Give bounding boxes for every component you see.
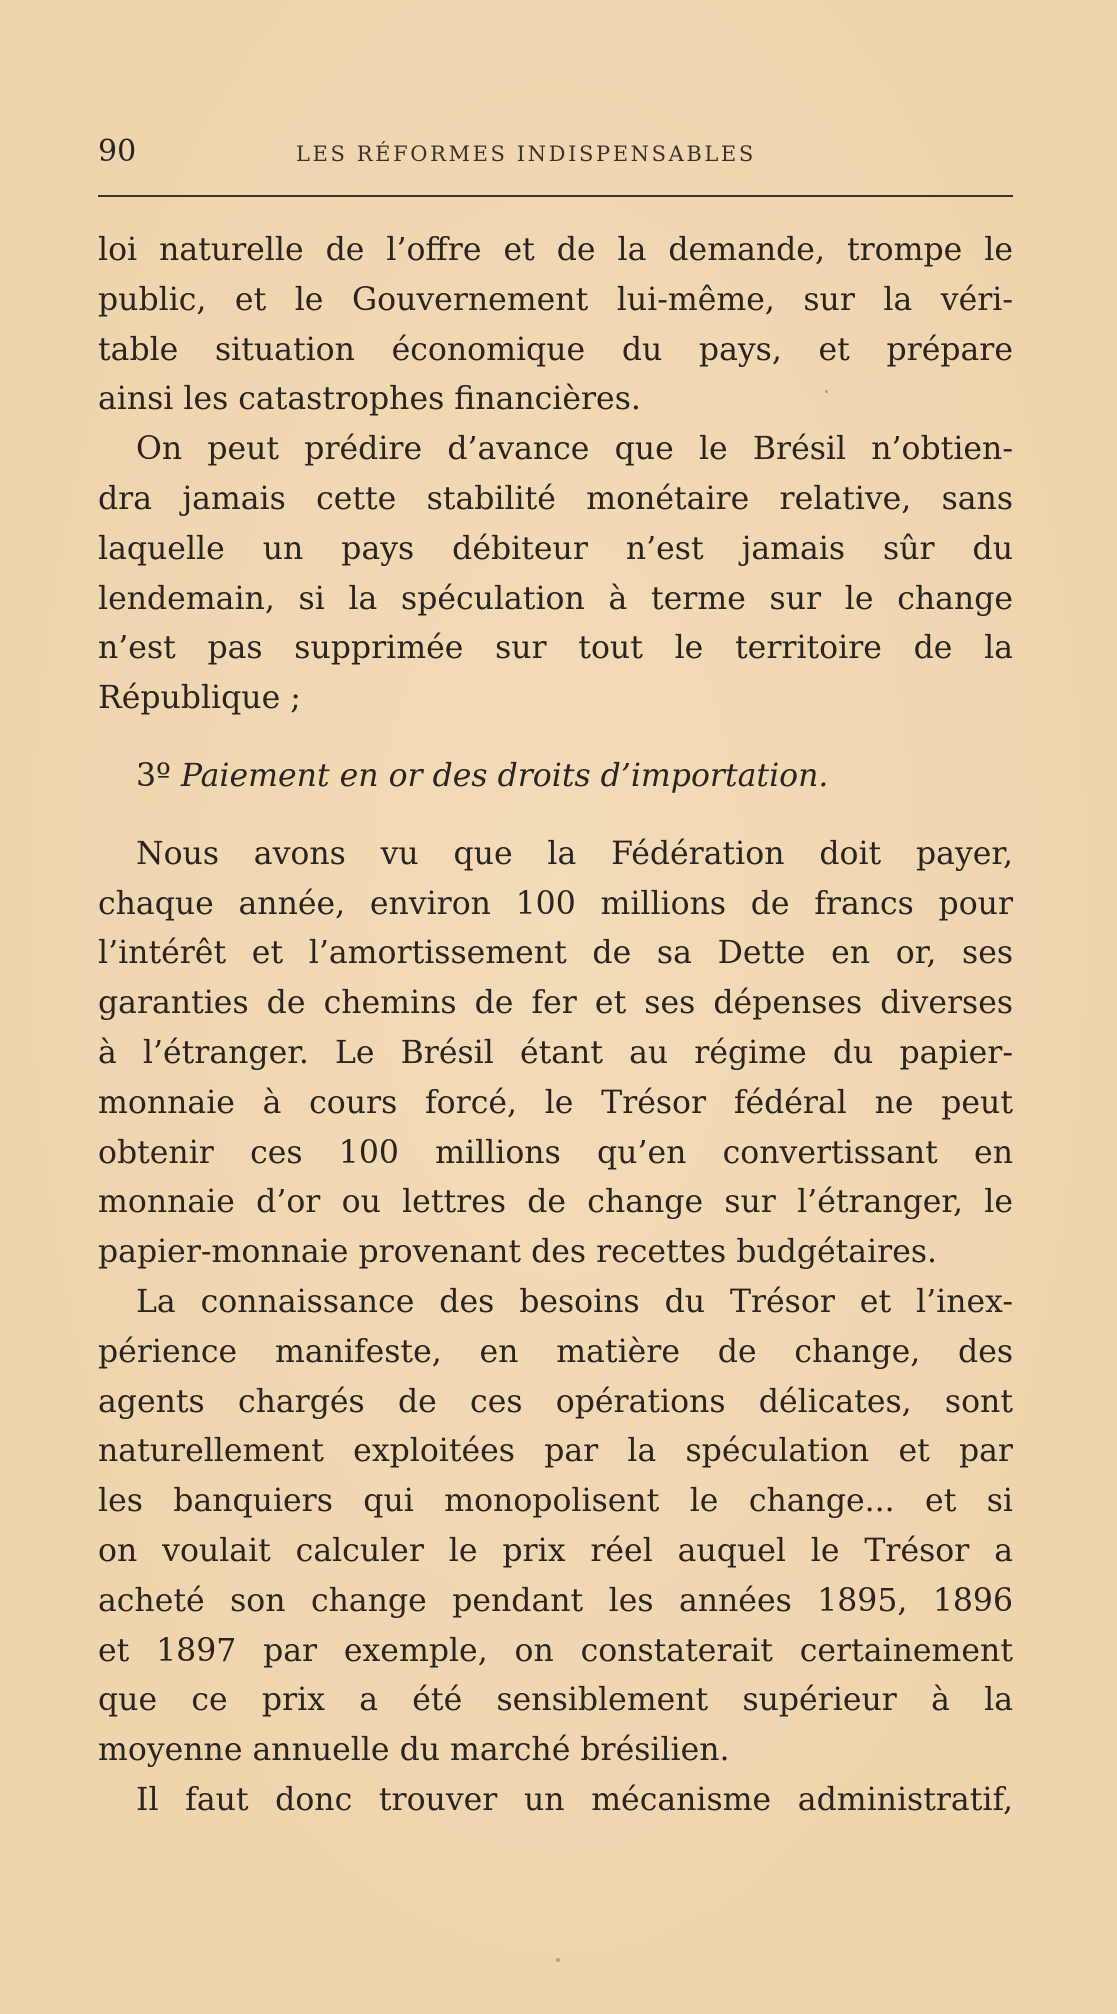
text-line: loi naturelle de l’offre et de la demande, trompe le [98,232,1013,268]
text-line: acheté son change pendant les années 1895, 1896 [98,1582,1013,1619]
page-number: 90 [98,134,137,169]
text-line: obtenir ces 100 millions qu’en convertissant en [98,1134,1013,1171]
text-line: lendemain, si la spéculation à terme sur le change [98,580,1013,617]
paragraph-3 [98,830,1013,1278]
text-line: Il faut donc trouver un mécanisme administratif, [136,1781,1013,1818]
text-line: Nous avons vu que la Fédération doit payer, [136,835,1013,872]
text-line: et 1897 par exemple, on constaterait certainement [98,1632,1013,1669]
text-line: naturellement exploitées par la spéculation et par [98,1433,1013,1470]
paper-speck [556,1958,560,1962]
paragraph-2 [98,425,1013,724]
text-line: monnaie à cours forcé, le Trésor fédéral ne peut [98,1084,1013,1121]
paragraph-5 [98,1776,1013,1826]
text-line: dra jamais cette stabilité monétaire relative, sans [98,480,1013,517]
header-rule [98,195,1013,197]
text-line: chaque année, environ 100 millions de francs pour [98,885,1013,922]
text-line: République ; [98,680,301,717]
text-line: papier-monnaie provenant des recettes budgétaires. [98,1234,938,1271]
text-line: laquelle un pays débiteur n’est jamais sûr du [98,530,1013,567]
section-number: 3º [136,757,171,794]
text-line: ainsi les catastrophes financières. [98,381,641,418]
text-line: les banquiers qui monopolisent le change... et si [98,1483,1013,1520]
text-line: garanties de chemins de fer et ses dépenses diverses [98,985,1013,1022]
text-line: public, et le Gouvernement lui-même, sur la véri- [98,281,1013,318]
text-line: on voulait calculer le prix réel auquel le Trésor a [98,1532,1013,1569]
paragraph-4 [98,1278,1013,1776]
section-heading [98,752,1013,802]
body-text [98,226,1013,1826]
text-line: n’est pas supprimée sur tout le territoire de la [98,630,1013,667]
text-line: monnaie d’or ou lettres de change sur l’étranger, le [98,1184,1013,1221]
paper-speck [825,390,828,393]
text-line: On peut prédire d’avance que le Brésil n’obtien- [136,431,1013,468]
running-head: LES RÉFORMES INDISPENSABLES [296,142,756,166]
section-title: Paiement en or des droits d’importation. [180,757,829,794]
text-line: table situation économique du pays, et prépare [98,331,1013,368]
text-line: l’intérêt et l’amortissement de sa Dette en or, ses [98,935,1013,972]
text-line: moyenne annuelle du marché brésilien. [98,1732,730,1769]
paragraph-1 [98,226,1013,425]
text-line: La connaissance des besoins du Trésor et l’inex- [136,1283,1013,1320]
text-line: agents chargés de ces opérations délicates, sont [98,1383,1013,1420]
text-line: à l’étranger. Le Brésil étant au régime du papier- [98,1034,1013,1071]
page-header [98,134,1018,174]
text-line: périence manifeste, en matière de change, des [98,1333,1013,1370]
text-line: que ce prix a été sensiblement supérieur à la [98,1682,1013,1719]
